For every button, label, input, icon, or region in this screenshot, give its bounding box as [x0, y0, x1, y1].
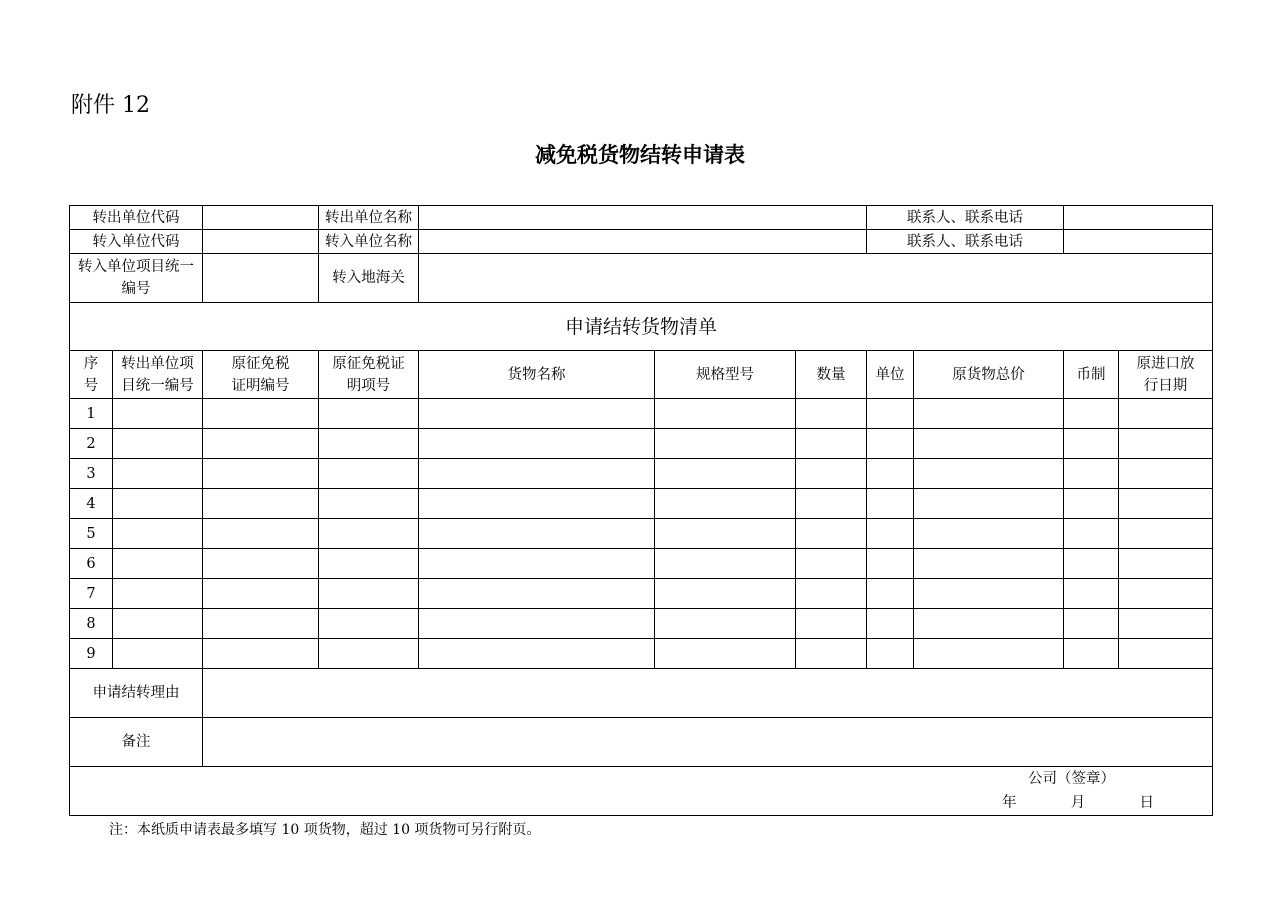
cell-currency[interactable]	[1064, 579, 1119, 609]
header-row-in	[70, 230, 1213, 254]
remarks-row	[70, 718, 1213, 767]
cell-spec[interactable]	[655, 639, 796, 669]
col-cert-item: 原征免税证明项号	[319, 351, 419, 399]
cell-cert-no[interactable]	[203, 549, 319, 579]
col-total-price: 原货物总价	[914, 351, 1064, 399]
cell-out-project[interactable]	[113, 459, 203, 489]
remarks-label: 备注	[70, 718, 203, 767]
cell-goods-name[interactable]	[419, 549, 655, 579]
goods-row	[70, 579, 1213, 609]
cell-cert-no[interactable]	[203, 489, 319, 519]
cell-unit[interactable]	[867, 579, 914, 609]
cell-total-price[interactable]	[914, 489, 1064, 519]
cell-out-project[interactable]	[113, 609, 203, 639]
cell-cert-item[interactable]	[319, 579, 419, 609]
day-label: 日	[1139, 795, 1154, 811]
cell-quantity[interactable]	[796, 429, 867, 459]
cell-release-date[interactable]	[1119, 429, 1213, 459]
row-number: 2	[70, 429, 113, 459]
in-project-field[interactable]	[203, 254, 319, 303]
cell-release-date[interactable]	[1119, 459, 1213, 489]
cell-total-price[interactable]	[914, 519, 1064, 549]
goods-row	[70, 519, 1213, 549]
cell-currency[interactable]	[1064, 519, 1119, 549]
cell-out-project[interactable]	[113, 579, 203, 609]
in-customs-field[interactable]	[419, 254, 1213, 303]
cell-goods-name[interactable]	[419, 459, 655, 489]
cell-out-project[interactable]	[113, 519, 203, 549]
cell-goods-name[interactable]	[419, 519, 655, 549]
cell-cert-no[interactable]	[203, 429, 319, 459]
col-goods-name: 货物名称	[419, 351, 655, 399]
cell-cert-item[interactable]	[319, 429, 419, 459]
cell-goods-name[interactable]	[419, 579, 655, 609]
cell-spec[interactable]	[655, 579, 796, 609]
cell-spec[interactable]	[655, 609, 796, 639]
cell-unit[interactable]	[867, 429, 914, 459]
cell-total-price[interactable]	[914, 579, 1064, 609]
cell-release-date[interactable]	[1119, 519, 1213, 549]
cell-cert-item[interactable]	[319, 459, 419, 489]
cell-goods-name[interactable]	[419, 399, 655, 429]
col-quantity: 数量	[796, 351, 867, 399]
in-project-label: 转入单位项目统一编号	[70, 254, 203, 303]
cell-spec[interactable]	[655, 429, 796, 459]
reason-row	[70, 669, 1213, 718]
cell-unit[interactable]	[867, 549, 914, 579]
reason-field[interactable]	[203, 669, 1213, 718]
cell-release-date[interactable]	[1119, 639, 1213, 669]
goods-column-headers	[70, 351, 1213, 399]
goods-row	[70, 639, 1213, 669]
header-row-project	[70, 254, 1213, 303]
out-name-field[interactable]	[419, 206, 867, 230]
header-row-out	[70, 206, 1213, 230]
cell-cert-item[interactable]	[319, 639, 419, 669]
remarks-field[interactable]	[203, 718, 1213, 767]
cell-quantity[interactable]	[796, 399, 867, 429]
signature-date	[1002, 791, 1154, 815]
in-code-label: 转入单位代码	[70, 230, 203, 254]
in-contact-field[interactable]	[1064, 230, 1213, 254]
goods-row	[70, 609, 1213, 639]
out-name-label: 转出单位名称	[319, 206, 419, 230]
cell-spec[interactable]	[655, 549, 796, 579]
row-number: 3	[70, 459, 113, 489]
in-code-field[interactable]	[203, 230, 319, 254]
cell-quantity[interactable]	[796, 489, 867, 519]
cell-total-price[interactable]	[914, 609, 1064, 639]
cell-cert-item[interactable]	[319, 519, 419, 549]
row-number: 1	[70, 399, 113, 429]
signature-area[interactable]	[70, 767, 1213, 816]
cell-goods-name[interactable]	[419, 639, 655, 669]
in-name-label: 转入单位名称	[319, 230, 419, 254]
col-out-project: 转出单位项目统一编号	[113, 351, 203, 399]
cell-unit[interactable]	[867, 399, 914, 429]
col-unit: 单位	[867, 351, 914, 399]
col-seq: 序号	[70, 351, 113, 399]
row-number: 5	[70, 519, 113, 549]
in-customs-label: 转入地海关	[319, 254, 419, 303]
cell-cert-no[interactable]	[203, 639, 319, 669]
out-contact-field[interactable]	[1064, 206, 1213, 230]
col-currency: 币制	[1064, 351, 1119, 399]
out-contact-label: 联系人、联系电话	[867, 206, 1064, 230]
col-release-date: 原进口放行日期	[1119, 351, 1213, 399]
cell-spec[interactable]	[655, 489, 796, 519]
reason-label: 申请结转理由	[70, 669, 203, 718]
cell-cert-no[interactable]	[203, 609, 319, 639]
cell-spec[interactable]	[655, 459, 796, 489]
cell-release-date[interactable]	[1119, 489, 1213, 519]
cell-cert-item[interactable]	[319, 399, 419, 429]
cell-unit[interactable]	[867, 459, 914, 489]
footnote: 注：本纸质申请表最多填写 10 项货物，超过 10 项货物可另行附页。	[109, 822, 541, 838]
goods-row	[70, 489, 1213, 519]
cell-currency[interactable]	[1064, 549, 1119, 579]
cell-out-project[interactable]	[113, 429, 203, 459]
row-number: 4	[70, 489, 113, 519]
goods-section-row	[70, 303, 1213, 351]
cell-quantity[interactable]	[796, 579, 867, 609]
cell-cert-item[interactable]	[319, 609, 419, 639]
cell-quantity[interactable]	[796, 519, 867, 549]
out-code-label: 转出单位代码	[70, 206, 203, 230]
cell-currency[interactable]	[1064, 459, 1119, 489]
cell-currency[interactable]	[1064, 639, 1119, 669]
application-form	[69, 205, 1213, 816]
cell-unit[interactable]	[867, 609, 914, 639]
goods-row	[70, 459, 1213, 489]
company-seal-label: 公司（签章）	[1028, 771, 1115, 787]
cell-currency[interactable]	[1064, 429, 1119, 459]
cell-out-project[interactable]	[113, 489, 203, 519]
cell-total-price[interactable]	[914, 459, 1064, 489]
year-label: 年	[1002, 795, 1017, 811]
cell-quantity[interactable]	[796, 639, 867, 669]
cell-out-project[interactable]	[113, 639, 203, 669]
cell-goods-name[interactable]	[419, 489, 655, 519]
cell-unit[interactable]	[867, 639, 914, 669]
cell-total-price[interactable]	[914, 549, 1064, 579]
cell-cert-item[interactable]	[319, 489, 419, 519]
cell-cert-item[interactable]	[319, 549, 419, 579]
cell-total-price[interactable]	[914, 639, 1064, 669]
row-number: 9	[70, 639, 113, 669]
cell-cert-no[interactable]	[203, 579, 319, 609]
goods-section-title: 申请结转货物清单	[70, 303, 1213, 351]
cell-spec[interactable]	[655, 519, 796, 549]
row-number: 6	[70, 549, 113, 579]
cell-release-date[interactable]	[1119, 549, 1213, 579]
cell-goods-name[interactable]	[419, 429, 655, 459]
row-number: 7	[70, 579, 113, 609]
cell-currency[interactable]	[1064, 489, 1119, 519]
cell-spec[interactable]	[655, 399, 796, 429]
in-name-field[interactable]	[419, 230, 867, 254]
cell-release-date[interactable]	[1119, 399, 1213, 429]
cell-unit[interactable]	[867, 519, 914, 549]
cell-goods-name[interactable]	[419, 609, 655, 639]
attachment-label: 附件 12	[71, 93, 150, 118]
out-code-field[interactable]	[203, 206, 319, 230]
cell-quantity[interactable]	[796, 459, 867, 489]
col-spec: 规格型号	[655, 351, 796, 399]
cell-release-date[interactable]	[1119, 609, 1213, 639]
cell-unit[interactable]	[867, 489, 914, 519]
month-label: 月	[1070, 795, 1086, 811]
goods-row	[70, 429, 1213, 459]
in-contact-label: 联系人、联系电话	[867, 230, 1064, 254]
cell-total-price[interactable]	[914, 399, 1064, 429]
cell-cert-no[interactable]	[203, 459, 319, 489]
cell-out-project[interactable]	[113, 549, 203, 579]
cell-total-price[interactable]	[914, 429, 1064, 459]
col-cert-no: 原征免税证明编号	[203, 351, 319, 399]
goods-row	[70, 549, 1213, 579]
form-title: 减免税货物结转申请表	[535, 143, 745, 167]
goods-row	[70, 399, 1213, 429]
cell-currency[interactable]	[1064, 609, 1119, 639]
cell-quantity[interactable]	[796, 609, 867, 639]
cell-currency[interactable]	[1064, 399, 1119, 429]
signature-row	[70, 767, 1213, 816]
cell-release-date[interactable]	[1119, 579, 1213, 609]
cell-out-project[interactable]	[113, 399, 203, 429]
row-number: 8	[70, 609, 113, 639]
cell-cert-no[interactable]	[203, 399, 319, 429]
cell-quantity[interactable]	[796, 549, 867, 579]
cell-cert-no[interactable]	[203, 519, 319, 549]
